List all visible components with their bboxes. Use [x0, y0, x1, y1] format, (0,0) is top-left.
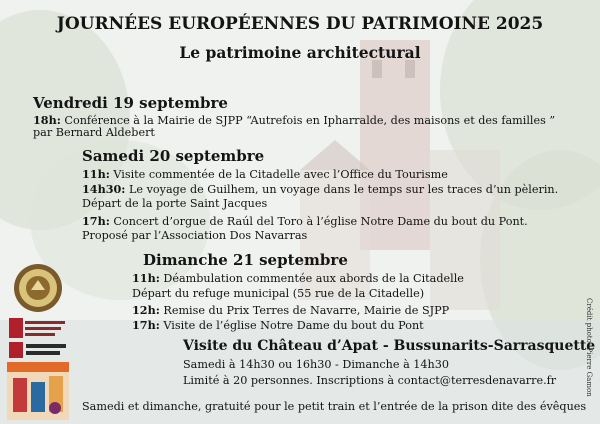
- poster-icon: [7, 362, 69, 420]
- saturday-text-4: Concert d’orgue de Raúl del Toro à l’église Notre Dame du bout du Pont.: [109, 215, 528, 228]
- friday-time: 18h:: [33, 113, 61, 127]
- saturday-line-1: [82, 167, 448, 182]
- footer-note: Samedi et dimanche, gratuité pour le petit train et l’entrée de la prison dite des évêques: [82, 400, 587, 413]
- page-title: JOURNÉES EUROPÉENNES DU PATRIMOINE 2025: [56, 14, 544, 34]
- sunday-heading: Dimanche 21 septembre: [143, 251, 348, 269]
- saturday-line-5: Proposé par l’Association Dos Navarras: [82, 229, 308, 242]
- seal-logo: [13, 263, 63, 313]
- sunday-line-2: Départ du refuge municipal (55 rue de la Citadelle): [132, 287, 425, 300]
- chateau-line-2: Limité à 20 personnes. Inscriptions à contact@terresdenavarre.fr: [183, 374, 557, 387]
- friday-heading: Vendredi 19 septembre: [33, 94, 228, 112]
- chateau-line-1: Samedi à 14h30 ou 16h30 - Dimanche à 14h30: [183, 358, 449, 371]
- saturday-text-2: Le voyage de Guilhem, un voyage dans le temps sur les traces d’un pèlerin.: [125, 183, 559, 196]
- saturday-time-2: 14h30:: [82, 182, 126, 196]
- sunday-time-1: 11h:: [132, 271, 160, 285]
- photo-credit: Crédit photo: Pierre Gamon: [585, 298, 593, 397]
- association-logo: [9, 317, 67, 339]
- saturday-line-3: Départ de la porte Saint Jacques: [82, 197, 268, 210]
- sunday-time-4: 17h:: [132, 318, 160, 332]
- seal-icon: [13, 263, 63, 313]
- sunday-line-3: [132, 303, 449, 318]
- saturday-time-1: 11h:: [82, 167, 110, 181]
- saturday-heading: Samedi 20 septembre: [82, 147, 265, 165]
- sunday-line-4: [132, 318, 424, 333]
- sunday-text-1: Déambulation commentée aux abords de la Citadelle: [159, 272, 464, 285]
- page-subtitle: Le patrimoine architectural: [179, 43, 421, 62]
- sjpp-logo: [9, 342, 67, 358]
- sunday-time-3: 12h:: [132, 303, 160, 317]
- sunday-text-3: Remise du Prix Terres de Navarre, Mairie de SJPP: [159, 304, 450, 317]
- friday-line-2: par Bernard Aldebert: [33, 126, 155, 139]
- saturday-time-4: 17h:: [82, 214, 110, 228]
- saturday-line-2: [82, 182, 558, 197]
- sunday-text-4: Visite de l’église Notre Dame du bout du Pont: [159, 319, 424, 332]
- association-icon: [9, 317, 67, 339]
- friday-text: Conférence à la Mairie de SJPP “Autrefois en Ipharralde, des maisons et des familles ”: [60, 114, 556, 127]
- saturday-text-1: Visite commentée de la Citadelle avec l’Office du Tourisme: [109, 168, 448, 181]
- saturday-line-4: [82, 214, 528, 229]
- event-poster-image: [7, 362, 69, 420]
- sunday-line-1: [132, 271, 464, 286]
- sjpp-icon: [9, 342, 67, 358]
- chateau-heading: Visite du Château d’Apat - Bussunarits-Sarrasquette: [183, 338, 596, 354]
